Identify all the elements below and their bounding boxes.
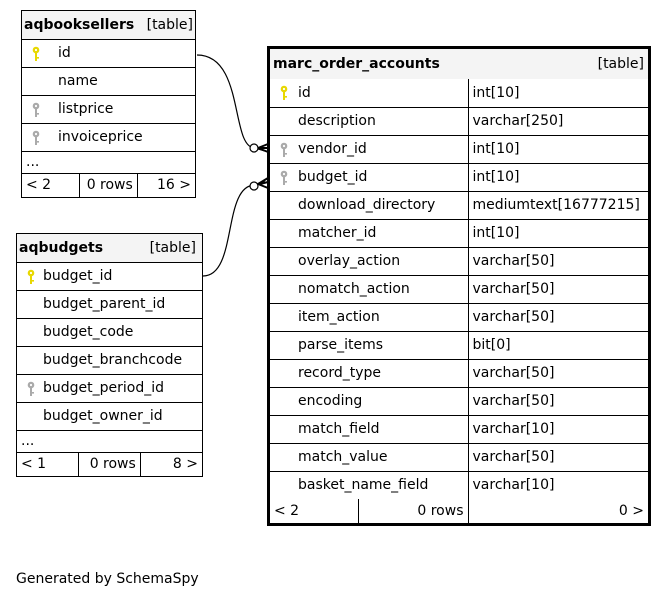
column-name: item_action [298, 309, 380, 325]
crowfoot-marker-icon [258, 178, 268, 188]
children-count: 8 > [140, 452, 202, 476]
row-count: 0 rows [79, 452, 141, 476]
column-type: int[10] [468, 219, 648, 247]
column-type: bit[0] [468, 331, 648, 359]
column-name: budget_code [43, 324, 134, 340]
column-name: listprice [58, 101, 114, 117]
column-type: int[10] [468, 163, 648, 191]
column-name: budget_owner_id [43, 408, 163, 424]
column-type: varchar[50] [468, 247, 648, 275]
table-tag: [table] [146, 16, 193, 33]
column-name: basket_name_field [298, 477, 429, 494]
column-name: match_field [298, 421, 380, 437]
column-name: budget_id [43, 268, 113, 284]
column-name: nomatch_action [298, 281, 410, 297]
table-name: aqbooksellers [24, 16, 135, 33]
children-count: 0 > [468, 499, 648, 523]
column-type: varchar[50] [468, 303, 648, 331]
column-name: budget_id [298, 169, 368, 185]
column-name: download_directory [298, 197, 436, 213]
column-name: id [298, 84, 311, 101]
column-type: mediumtext[16777215] [468, 191, 648, 219]
ellipsis-row: ... [17, 430, 202, 452]
column-name: matcher_id [298, 225, 377, 241]
column-name: vendor_id [298, 141, 367, 157]
column-type: int[10] [468, 135, 648, 163]
column-name: budget_parent_id [43, 296, 166, 312]
parents-count: < 2 [22, 173, 80, 197]
column-name: match_value [298, 449, 388, 465]
column-name: id [58, 45, 71, 61]
column-type: varchar[250] [468, 107, 648, 135]
children-count: 16 > [137, 173, 195, 197]
column-name: budget_branchcode [43, 352, 183, 368]
column-name: name [58, 73, 98, 89]
relation-line-vendor [197, 55, 265, 151]
row-count: 0 rows [80, 173, 138, 197]
optional-marker-icon [250, 144, 258, 152]
column-type: int[10] [468, 79, 648, 107]
column-name: budget_period_id [43, 380, 165, 396]
table-tag: [table] [597, 56, 644, 72]
column-type: varchar[50] [468, 443, 648, 471]
column-name: overlay_action [298, 253, 401, 269]
table-name: aqbudgets [19, 239, 104, 256]
column-type: varchar[50] [468, 275, 648, 303]
column-type: varchar[10] [468, 415, 648, 443]
generated-by-note: Generated by SchemaSpy [16, 571, 199, 587]
table-tag: [table] [149, 239, 196, 256]
ellipsis-row: ... [22, 151, 195, 173]
column-name: invoiceprice [58, 129, 143, 145]
relation-line-budget [203, 181, 265, 276]
column-type: varchar[10] [468, 471, 648, 499]
optional-marker-icon [250, 182, 258, 190]
column-name: description [298, 113, 376, 129]
table-name: marc_order_accounts [273, 56, 440, 72]
column-name: encoding [298, 393, 363, 409]
parents-count: < 2 [270, 499, 358, 523]
crowfoot-marker-icon [258, 144, 268, 152]
parents-count: < 1 [17, 452, 79, 476]
column-type: varchar[50] [468, 387, 648, 415]
column-type: varchar[50] [468, 359, 648, 387]
column-name: record_type [298, 365, 381, 381]
row-count: 0 rows [358, 499, 468, 523]
column-name: parse_items [298, 337, 384, 353]
